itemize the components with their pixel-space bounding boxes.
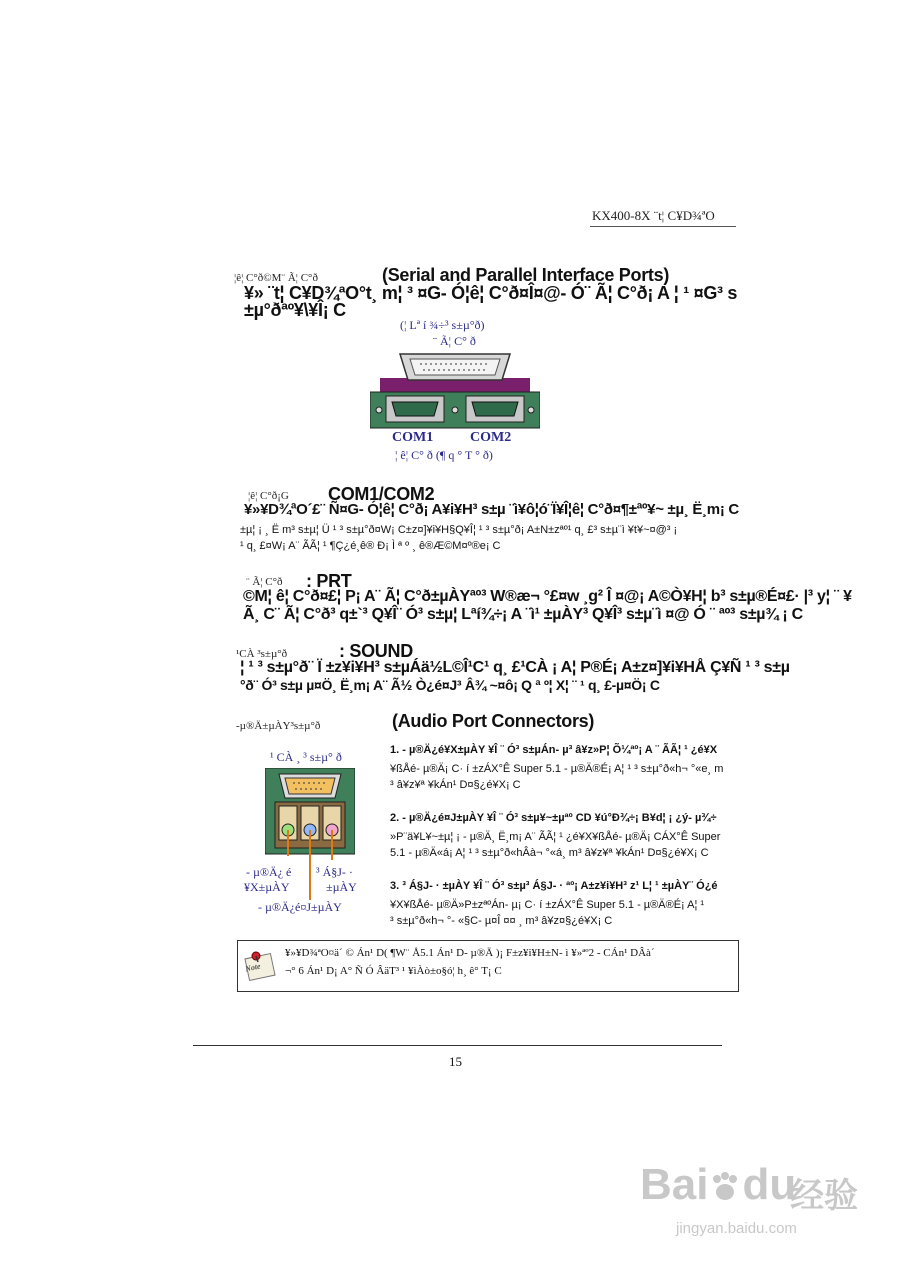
sound-small-label: ¹CÀ ³s±µ°ð: [236, 648, 288, 660]
audio-heading-en: (Audio Port Connectors): [392, 711, 595, 731]
running-header: KX400-8X ¨t¦ C¥D¾ªO: [592, 208, 715, 223]
serial-parallel-connector-diagram: [370, 350, 540, 430]
note-icon-text: Note: [244, 961, 262, 974]
audio-item-2-line2: »P¨ä¥L¥~±µ¦ ¡ - µ®Ä¸ Ë¸m¡ A¨ ÃÃ¦ ¹ ¿é¥X¥ßÅé- µ®Ä¡ CÁX°Ê Super: [390, 831, 721, 843]
note-line1: ¥»¥D¾ªO¤ä´ © Án¹ D( ¶W¨ Å5.1 Án¹ D- µ®Ä )¡ F±z¥i¥H±N- ì ¥»ªº2 - CÁn¹ DÂà´: [285, 947, 655, 959]
game-port-caption: ¹ CÀ ¸ ³ s±µ° ð: [270, 750, 342, 764]
audio-item-3-head: 3. ³ Á§J- · ±µÀY ¥Î ¨ Ó³ s±µ³ Á§J- · ªº¡ A±z¥i¥H³ z¹ L¦ ¹ ±µÀY¨ Ó¿é: [390, 880, 718, 892]
prt-title: : PRT: [306, 571, 352, 591]
com-line2: ±µ¦ ¡ ¸ Ë m³ s±µ¦ Ü ¹ ³ s±µ°ð¤W¡ C±z¤]¥i¥H§Q¥Î¦ ¹ ³ s±µ°ð¡ A±N±zªº¹ q¸ £³ s±µ¨ì ¥t¥~¤@³ ¡: [240, 524, 678, 536]
audio-item-2-head: 2. - µ®Ä¿é¤J±µÀY ¥Î ¨ Ó³ s±µ¥~±µªº CD ¥ú°Ð¾÷¡ B¥d¦ ¡ ¿ý- µ¾÷: [390, 812, 717, 824]
audio-item-3-line3: ³ s±µ°ð«h¬ °- «§C- µ¤Î ¤¤ ¸ m³ â¥z¤§¿é¥X¡ C: [390, 915, 613, 927]
parallel-port-inner: [410, 359, 500, 375]
page-number: 15: [449, 1054, 462, 1069]
audio-item-3-line2: ¥X¥ßÅé- µ®Ä»P±zªºÁn- µ¡ C· í ±zÁX°Ê Super 5.1 - µ®Ä®É¡ A¦ ¹: [390, 899, 705, 911]
diagram-caption-top1: (¦ Lª í ¾÷³ s±µ°ð): [400, 318, 485, 332]
sound-line2: °ð¨ Ó³ s±µ µ¤Ö¸ Ë¸m¡ A¨ Ã½ Ò¿é¤J³ Â¾ ~¤ô¡ Q ª º¦ X¦ ¨ ¹ q¸ £-µ¤Ö¡ C: [240, 677, 660, 693]
audio-small-label: -µ®Ä±µÀY³s±µ°ð: [236, 720, 321, 732]
diagram-caption-bottom: ¦ ê¦ C° ð (¶ q ° T ° ð): [395, 448, 493, 462]
game-port-inner: [285, 778, 335, 794]
com-title: COM1/COM2: [328, 484, 435, 504]
com2-label: COM2: [470, 430, 512, 445]
com1-label: COM1: [392, 430, 434, 445]
watermark-brand: [640, 1160, 796, 1210]
audio-item-1-line2: ¥ßÅé- µ®Ä¡ C· í ±zÁX°Ê Super 5.1 - µ®Ä®É¡ A¦ ¹ ³ s±µ°ð«h¬ °«e¸ m: [390, 763, 724, 775]
com-small-label: ¦ê¦ C°ð¡G: [248, 490, 289, 502]
header-rule: [590, 226, 736, 227]
com-line3: ¹ q¸ £¤W¡ A¨ ÃÃ¦ ¹ ¶Ç¿é¸ê® Ð¡ Ì ª º ¸ ê®Æ©M¤º®e¡ C: [240, 540, 501, 552]
serial-heading-en: (Serial and Parallel Interface Ports): [382, 265, 670, 285]
prt-small-label: ¨ Ã¦ C°ð: [246, 576, 283, 588]
line-in-label: - µ®Ä¿é¤J±µÀY: [258, 900, 342, 914]
watermark-cn: 经验: [790, 1177, 858, 1215]
note-line2: ¬° 6 Án¹ D¡ A° Ñ Ó ÂäT³ ¹ ¥ìÀò±o§ó¦ h¸ ê° T¡ C: [285, 965, 502, 977]
audio-item-2-line3: 5.1 - µ®Ä«á¡ A¦ ¹ ³ s±µ°ð«hÂà¬ °«á¸ m³ â¥z¥ª ¥kÁn¹ D¤§¿é¥X¡ C: [390, 847, 709, 859]
audio-item-1-line3: ³ â¥z¥ª ¥kÁn¹ D¤§¿é¥X¡ C: [390, 779, 521, 791]
diagram-caption-top2: ¨ Ã¦ C° ð: [433, 334, 476, 348]
serial-small-label: ¦ê¦ C°ð©M¨ Ã¦ C°ð: [234, 272, 318, 284]
line-out-label-2: ¥X±µÀY: [244, 880, 290, 894]
mic-label-1: ³ Á§J- ·: [316, 865, 353, 879]
sound-title: : SOUND: [339, 641, 413, 661]
watermark-url: jingyan.baidu.com: [676, 1220, 797, 1237]
com-line1: ¥»¥D¾ªO´£¨ Ñ¤G- Ó¦ê¦ C°ð¡ A¥i¥H³ s±µ ¨ì¥ô¦ó¨Ï¥Î¦ê¦ C°ð¤¶±ªº¥~ ±µ¸ Ë¸m¡ C: [244, 501, 739, 518]
sound-line1: ¦ ¹ ³ s±µ°ð¨ Ï ±z¥i¥H³ s±µÁä½L©Î¹C¹ q¸ £¹CÀ ¡ A¦ P®É¡ A±z¤]¥i¥HÅ Ç¥Ñ ¹ ³ s±µ: [240, 659, 790, 676]
mic-label-2: ±µÀY: [326, 880, 357, 894]
serial-heading-line2: ±µ°ðªº¥\¥Î¡ C: [244, 300, 346, 320]
serial-heading-line1: ¥» ¨t¦ C¥D¾ªO°t¸ m¦ ³ ¤G- Ó¦ê¦ C°ð¤Î¤@- Ó¨ Ã¦ C°ð¡ A ¦ ¹ ¤G³ s: [244, 283, 738, 303]
prt-line1: ©M¦ ê¦ C°ð¤£¦ P¡ A¨ Ã¦ C°ð±µÀYªº³ W®æ¬ °£¤w ¸g² Î ¤@¡ A©Ò¥H¦ b³ s±µ®É¤£· |³ y¦ ¨ ¥: [243, 588, 852, 605]
watermark-brand-part1: Bai: [640, 1160, 709, 1209]
watermark-brand-part2: du: [742, 1160, 797, 1209]
com1-port-inner: [392, 402, 438, 416]
com2-port-inner: [472, 402, 518, 416]
prt-line2: Ã¸ C¨ Ã¦ C°ð³ q±`³ Q¥Î¨ Ó³ s±µ¦ Lªí¾÷¡ A ¨ì¹ ±µÀY³ Q¥Î³ s±µ¨ì ¤@ Ó ¨ ªº³ s±µ¾ ¡ C: [243, 606, 803, 623]
footer-rule: [193, 1045, 722, 1046]
paw-icon: [708, 1170, 742, 1204]
audio-item-1-head: 1. - µ®Ä¿é¥X±µÀY ¥Î ¨ Ó³ s±µÁn- µ³ â¥z»P¦ Õ¼ªº¡ A ¨ ÃÃ¦ ¹ ¿é¥X: [390, 744, 718, 756]
line-out-label-1: - µ®Ä¿ é: [246, 865, 292, 879]
